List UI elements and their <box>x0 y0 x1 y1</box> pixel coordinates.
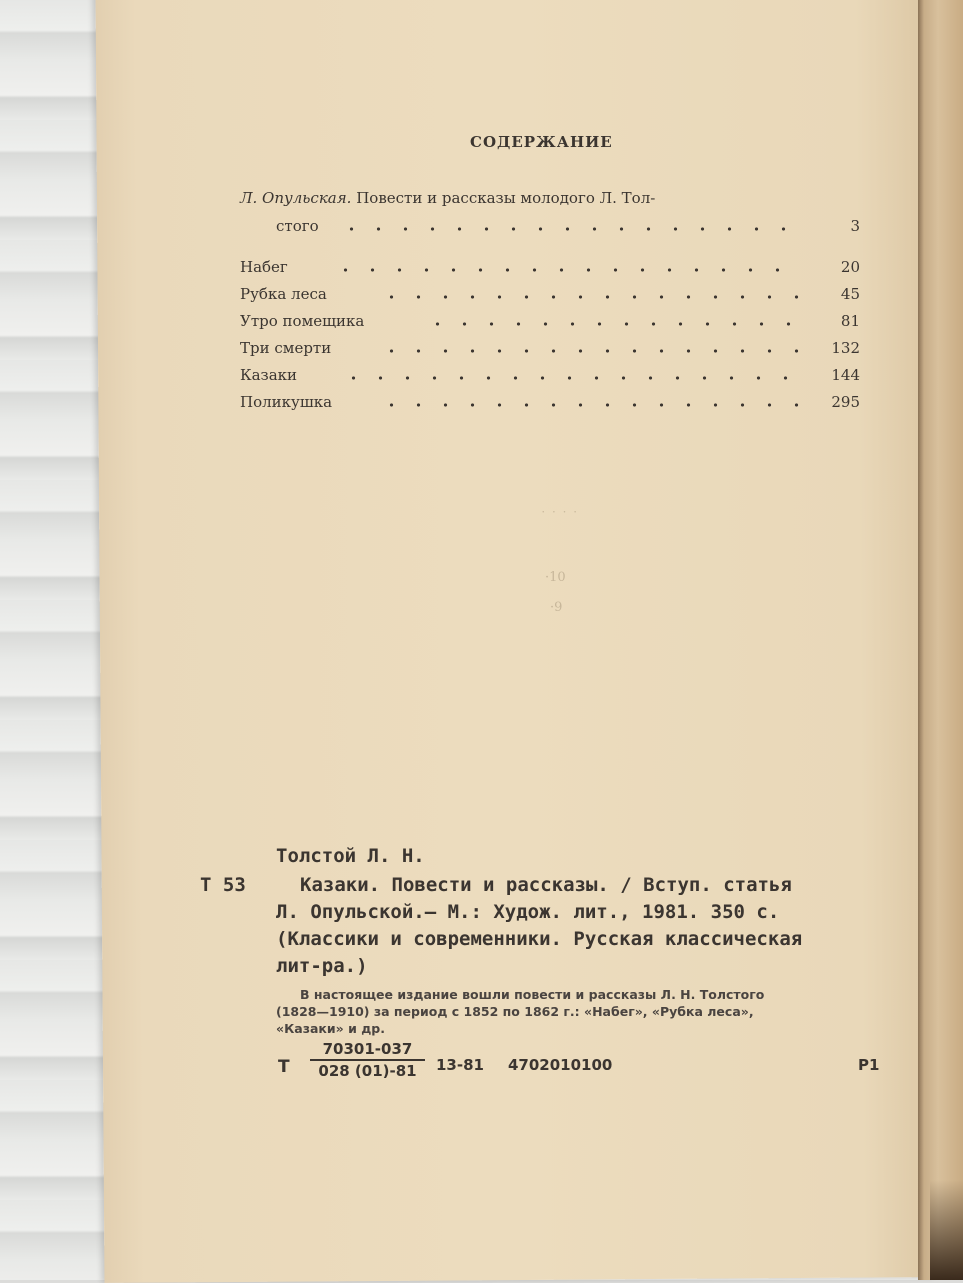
dot-leader <box>378 403 800 407</box>
dot-leader <box>332 268 800 272</box>
catalog-description-line: Казаки. Повести и рассказы. / Вступ. статья <box>300 874 792 896</box>
catalog-t-letter: Т <box>278 1057 290 1077</box>
catalog-annotation-line: (1828—1910) за период с 1852 по 1862 г.: «Набег», «Рубка леса», <box>276 1004 754 1019</box>
toc-entry-title: Казаки <box>240 366 298 384</box>
toc-entry <box>240 217 860 241</box>
toc-page-number: 20 <box>840 258 860 276</box>
toc-intro-line <box>240 189 655 207</box>
toc-intro-title: Повести и рассказы молодого Л. Тол- <box>356 189 656 207</box>
show-through-mark: ·10 <box>545 570 566 585</box>
catalog-annotation-line: В настоящее издание вошли повести и рассказы Л. Н. Толстого <box>300 987 765 1002</box>
toc-entry <box>240 312 860 336</box>
toc-entry <box>240 285 860 309</box>
catalog-index-denominator: 028 (01)-81 <box>318 1062 417 1080</box>
catalog-index-fraction <box>310 1040 425 1080</box>
toc-entry <box>240 258 860 282</box>
toc-intro-author: Л. Опульская. <box>240 189 352 207</box>
show-through-mark: ˙ ˙ ˙ ˙ <box>540 510 579 525</box>
toc-intro-title-cont: стого <box>276 217 319 235</box>
toc-page-number: 45 <box>840 285 860 303</box>
catalog-code: Т 53 <box>200 874 246 896</box>
catalog-number: 13-81 <box>436 1056 484 1074</box>
dot-leader <box>424 322 800 326</box>
toc-entry-title: Поликушка <box>240 393 333 411</box>
toc-entry-title: Утро помещика <box>240 312 365 330</box>
book-cover-shadow <box>930 1180 963 1280</box>
toc-entry <box>240 393 860 417</box>
book-page-edge <box>918 0 963 1280</box>
catalog-description-line: Л. Опульской.— М.: Худож. лит., 1981. 350 с. <box>276 901 780 923</box>
toc-title: СОДЕРЖАНИЕ <box>470 133 613 151</box>
dot-leader <box>378 349 800 353</box>
catalog-description-line: лит-ра.) <box>276 955 368 977</box>
dot-leader <box>378 295 800 299</box>
toc-entry-title: Рубка леса <box>240 285 327 303</box>
toc-page-number: 132 <box>831 339 860 357</box>
catalog-author: Толстой Л. Н. <box>276 845 425 867</box>
toc-page-number: 295 <box>831 393 860 411</box>
toc-entry-title: Набег <box>240 258 288 276</box>
show-through-mark: ·9 <box>550 600 563 615</box>
toc-entry <box>240 339 860 363</box>
catalog-annotation-line: «Казаки» и др. <box>276 1021 385 1036</box>
catalog-index-numerator: 70301-037 <box>310 1040 425 1061</box>
toc-page-number: 3 <box>850 217 860 235</box>
dot-leader <box>338 227 800 231</box>
catalog-description-line: (Классики и современники. Русская классическая <box>276 928 803 950</box>
toc-page-number: 81 <box>840 312 860 330</box>
toc-page-number: 144 <box>831 366 860 384</box>
catalog-code-number: 4702010100 <box>508 1056 613 1074</box>
catalog-classification: Р1 <box>858 1056 880 1074</box>
toc-entry-title: Три смерти <box>240 339 332 357</box>
toc-entry <box>240 366 860 390</box>
dot-leader <box>340 376 800 380</box>
